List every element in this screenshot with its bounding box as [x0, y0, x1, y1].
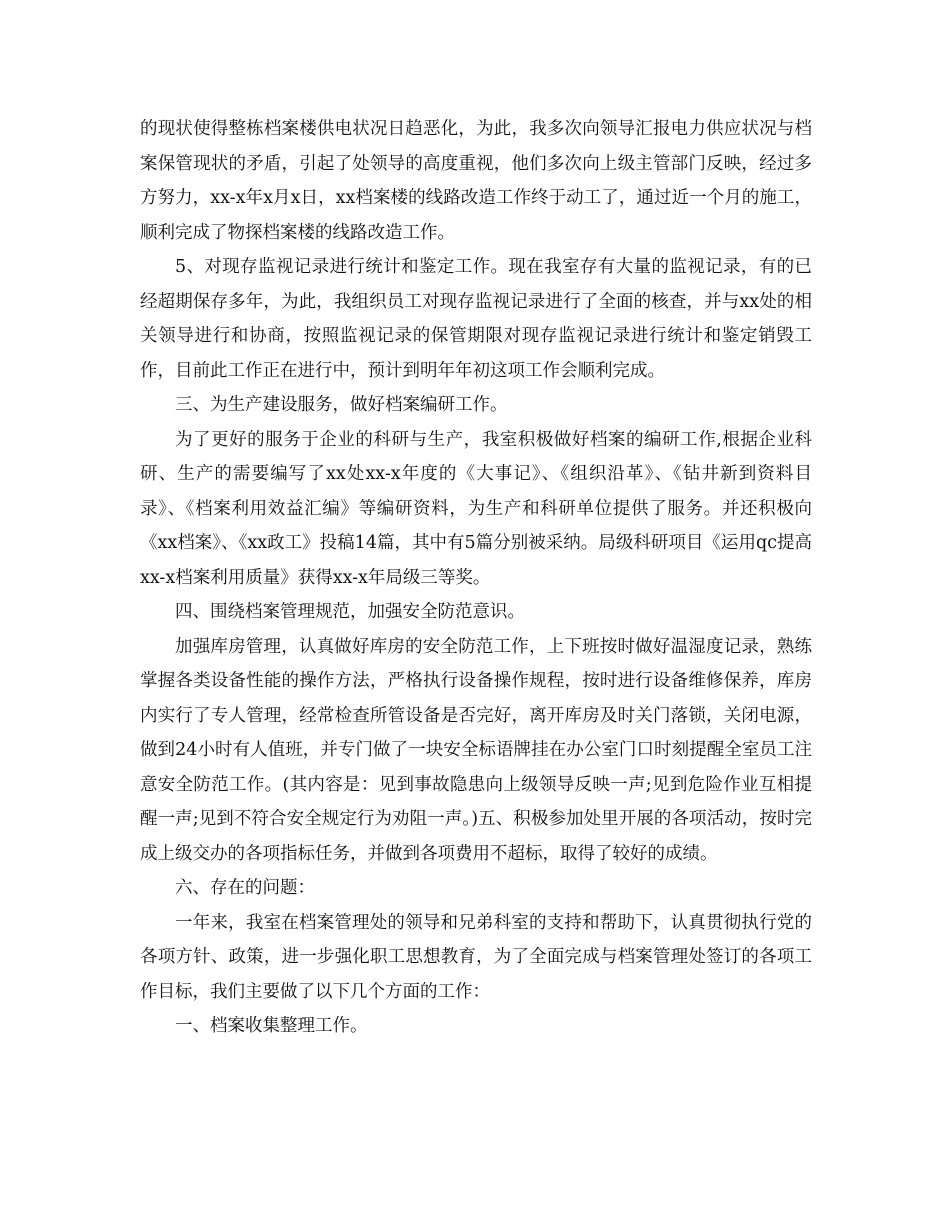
section-heading-3: 三、为生产建设服务，做好档案编研工作。 [175, 395, 508, 415]
section-heading-1: 一、档案收集整理工作。 [175, 1016, 368, 1036]
paragraph-6: 加强库房管理，认真做好库房的安全防范工作，上下班按时做好温湿度记录，熟练掌握各类设备性能的操作方法，严格执行设备操作规程，按时进行设备维修保养，库房内实行了专人管理，经常检查所管设备是否完好，离开库房及时关门落锁，关闭电源，做到24小时有人值班，并专门做了一块安全标语牌挂在办公室门口时刻提醒全室员工注意安全防范工作。(其内容是：见到事故隐患向上级领导反映一声;见到危险作业互相提醒一声;见到不符合安全规定行为劝阻一声。)五、积极参加处里开展的各项活动，按时完成上级交办的各项指标任务，并做到各项费用不超标，取得了较好的成绩。 [140, 636, 812, 864]
paragraph-4: 为了更好的服务于企业的科研与生产，我室积极做好档案的编研工作,根据企业科研、生产的需要编写了xx处xx-x年度的《大事记》、《组织沿革》、《钻井新到资料目录》、《档案利用效益汇编》等编研资料，为生产和科研单位提供了服务。并还积极向《xx档案》、《xx政工》投稿14篇，其中有5篇分别被采纳。局级科研项目《运用qc提高xx-x档案利用质量》获得xx-x年局级三等奖。 [140, 429, 812, 588]
paragraph-8: 一年来，我室在档案管理处的领导和兄弟科室的支持和帮助下，认真贯彻执行党的各项方针、政策，进一步强化职工思想教育，为了全面完成与档案管理处签订的各项工作目标，我们主要做了以下几个方面的工作： [140, 912, 812, 1002]
section-heading-4: 四、围绕档案管理规范，加强安全防范意识。 [175, 602, 525, 622]
section-heading-6: 六、存在的问题： [175, 878, 315, 898]
paragraph-1: 的现状使得整栋档案楼供电状况日趋恶化，为此，我多次向领导汇报电力供应状况与档案保管现状的矛盾，引起了处领导的高度重视，他们多次向上级主管部门反映，经过多方努力，xx-x年x月x日，xx档案楼的线路改造工作终于动工了，通过近一个月的施工，顺利完成了物探档案楼的线路改造工作。 [140, 119, 812, 243]
document-body [140, 112, 812, 1044]
paragraph-2: 5、对现存监视记录进行统计和鉴定工作。现在我室存有大量的监视记录，有的已经超期保存多年，为此，我组织员工对现存监视记录进行了全面的核查，并与xx处的相关领导进行和协商，按照监视记录的保管期限对现存监视记录进行统计和鉴定销毁工作，目前此工作正在进行中，预计到明年年初这项工作会顺利完成。 [140, 257, 812, 381]
